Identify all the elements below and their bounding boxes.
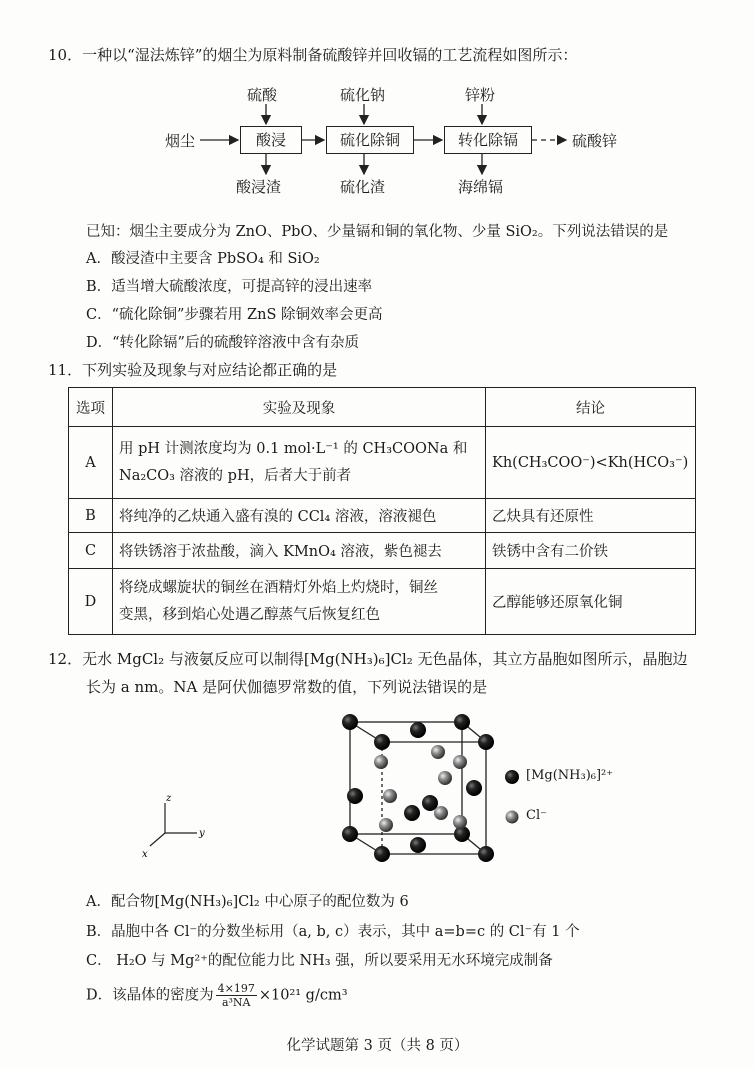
step-remove-cadmium: 转化除镉	[444, 126, 532, 154]
row-conclusion: 乙醇能够还原氧化铜	[486, 569, 696, 635]
coordinate-axes	[150, 803, 197, 846]
legend-mg-label: [Mg(NH₃)₆]²⁺	[526, 768, 614, 783]
mg-complex-spheres	[342, 714, 494, 862]
exp-line: 变黑，移到焰心处遇乙醇蒸气后恢复红色	[119, 606, 380, 623]
residue-1: 酸浸渣	[236, 178, 282, 196]
row-option: C	[69, 533, 113, 569]
q12-option-a: A．配合物[Mg(NH₃)₆]Cl₂ 中心原子的配位数为 6	[86, 894, 409, 910]
mg-sphere	[374, 734, 390, 750]
axis-z-label: z	[166, 793, 172, 804]
option-d-prefix: D．该晶体的密度为	[86, 987, 214, 1004]
q12-option-d	[86, 982, 348, 1009]
q10-option-a: A．酸浸渣中主要含 PbSO₄ 和 SiO₂	[86, 251, 320, 267]
mg-sphere	[466, 780, 482, 796]
exp-line: Na₂CO₃ 溶液的 pH，后者大于前者	[119, 467, 352, 484]
step-remove-copper: 硫化除铜	[326, 126, 414, 154]
cl-sphere	[383, 789, 397, 803]
row-conclusion: Kh(CH₃COO⁻)<Kh(HCO₃⁻)	[486, 427, 696, 499]
reagent-3: 锌粉	[465, 86, 496, 104]
mg-sphere	[478, 846, 494, 862]
q11-stem: 11．下列实验及现象与对应结论都正确的是	[48, 361, 338, 379]
flow-arrows	[0, 0, 755, 220]
row-experiment	[113, 569, 486, 635]
mg-sphere	[342, 826, 358, 842]
exp-line: 将绕成螺旋状的铜丝在酒精灯外焰上灼烧时，铜丝	[119, 579, 438, 596]
exp-line: 用 pH 计测浓度均为 0.1 mol·L⁻¹ 的 CH₃COONa 和	[119, 440, 468, 457]
density-fraction	[216, 982, 257, 1009]
header-experiment: 实验及现象	[113, 388, 486, 427]
cl-sphere	[438, 771, 452, 785]
row-option: A	[69, 427, 113, 499]
table-row	[69, 499, 696, 533]
mg-sphere	[374, 846, 390, 862]
header-option: 选项	[69, 388, 113, 427]
fraction-numerator: 4×197	[217, 982, 255, 995]
fraction-denominator: a³NA	[221, 996, 251, 1009]
page-footer: 化学试题第 3 页（共 8 页）	[286, 1038, 469, 1054]
mg-sphere	[478, 734, 494, 750]
table-row	[69, 427, 696, 499]
q10-stem: 10．一种以“湿法炼锌”的烟尘为原料制备硫酸锌并回收镉的工艺流程如图所示：	[48, 46, 578, 64]
residue-3: 海绵镉	[458, 178, 504, 196]
header-conclusion: 结论	[486, 388, 696, 427]
q12-stem-line2: 长为 a nm。NA 是阿伏伽德罗常数的值，下列说法错误的是	[86, 678, 488, 696]
cl-sphere	[453, 815, 467, 829]
axis-x-label: x	[142, 849, 148, 860]
q10-known: 已知：烟尘主要成分为 ZnO、PbO、少量镉和铜的氧化物、少量 SiO₂。下列说法错误的是	[86, 224, 669, 240]
reagent-1: 硫酸	[247, 86, 278, 104]
mg-sphere	[347, 788, 363, 804]
mg-sphere	[410, 722, 426, 738]
chloride-spheres	[374, 745, 467, 832]
q11-table	[68, 387, 696, 635]
flow-product: 硫酸锌	[572, 132, 618, 150]
row-option: D	[69, 569, 113, 635]
q12-stem-line1: 12．无水 MgCl₂ 与液氨反应可以制得[Mg(NH₃)₆]Cl₂ 无色晶体，其立方晶胞如图所示，晶胞边	[48, 650, 688, 668]
reagent-2: 硫化钠	[340, 86, 386, 104]
q10-option-b: B．适当增大硫酸浓度，可提高锌的浸出速率	[86, 279, 373, 295]
table-row	[69, 569, 696, 635]
cl-sphere	[374, 755, 388, 769]
row-experiment: 将纯净的乙炔通入盛有溴的 CCl₄ 溶液，溶液褪色	[113, 499, 486, 533]
cl-sphere	[431, 745, 445, 759]
flow-input: 烟尘	[165, 132, 196, 150]
cl-sphere	[453, 755, 467, 769]
row-option: B	[69, 499, 113, 533]
cl-sphere	[434, 806, 448, 820]
axis-y-label: y	[199, 828, 205, 839]
mg-sphere	[342, 714, 358, 730]
mg-sphere	[454, 714, 470, 730]
mg-sphere	[410, 837, 426, 853]
mg-sphere	[404, 805, 420, 821]
legend-cl-label: Cl⁻	[526, 808, 547, 823]
step-acid-leach: 酸浸	[240, 126, 302, 154]
crystal-cell-figure	[0, 700, 755, 870]
cl-sphere	[379, 818, 393, 832]
q12-option-b: B．晶胞中各 Cl⁻的分数坐标用（a, b, c）表示，其中 a=b=c 的 Cl⁻有 1 个	[86, 924, 580, 940]
q12-option-c: C． H₂O 与 Mg²⁺的配位能力比 NH₃ 强，所以要采用无水环境完成制备	[86, 953, 553, 969]
residue-2: 硫化渣	[340, 178, 386, 196]
row-conclusion: 铁锈中含有二价铁	[486, 533, 696, 569]
row-experiment: 将铁锈溶于浓盐酸，滴入 KMnO₄ 溶液，紫色褪去	[113, 533, 486, 569]
option-d-suffix: ×10²¹ g/cm³	[258, 987, 348, 1004]
legend-mg-icon	[505, 770, 519, 784]
row-experiment	[113, 427, 486, 499]
table-row	[69, 533, 696, 569]
row-conclusion: 乙炔具有还原性	[486, 499, 696, 533]
q10-option-c: C．“硫化除铜”步骤若用 ZnS 除铜效率会更高	[86, 307, 383, 323]
legend-cl-icon	[506, 811, 519, 824]
q10-option-d: D．“转化除镉”后的硫酸锌溶液中含有杂质	[86, 335, 359, 351]
table-header-row	[69, 388, 696, 427]
